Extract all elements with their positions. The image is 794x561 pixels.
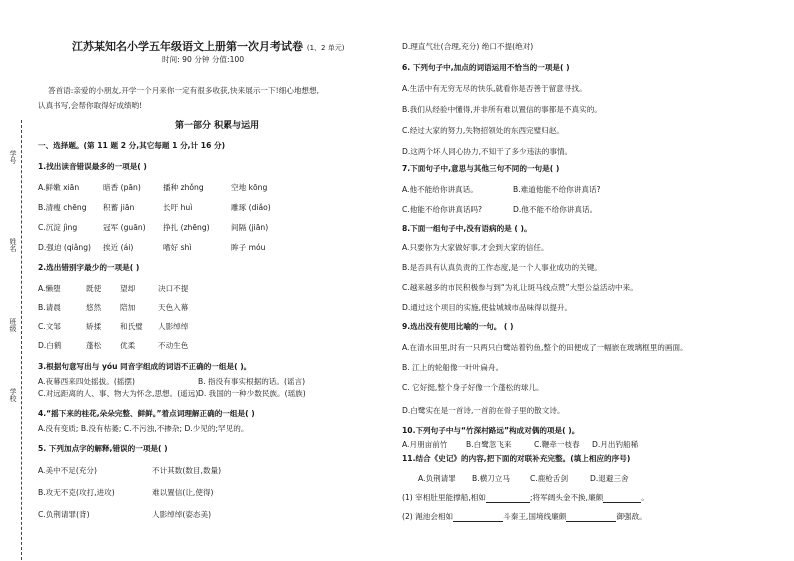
q8-stem: 8.下面一组句子中,没有语病的是 ( )。: [402, 224, 532, 233]
q7-opt-a: A.他不能给你讲真话。: [402, 185, 478, 194]
q9-stem: 9.选出没有使用比喻的一句。 ( ): [402, 322, 514, 331]
exam-title: [72, 38, 344, 54]
q6-opt-c: C.经过大家的努力,失物招领处的东西完璧归赵。: [402, 126, 565, 135]
q2-c-1: C.文邹: [38, 322, 61, 331]
q1-c-1: C.沉淀 jìng: [38, 223, 78, 232]
intro-line-1: 答首语:亲爱的小朋友,开学一个月来你一定有很多收获,快来展示一下!细心地想想,: [48, 86, 320, 95]
q11-line-1: (1) 宰相肚里能撑船,相如 ;将军阔头金不换,廉颇 。: [402, 493, 649, 502]
q11-l2-part-a: (2) 渑池会相如: [402, 512, 454, 521]
intro-line-2: 认真书写,会帮你取得好成绩哟!: [38, 101, 143, 110]
q11-blank-1[interactable]: [486, 494, 530, 503]
exam-title-text: 江苏某知名小学五年级语文上册第一次月考试卷: [72, 40, 303, 53]
q11-blank-3[interactable]: [453, 513, 503, 522]
q2-c-4: 人影绰绰: [158, 322, 189, 331]
q5-opt-c2: 人影绰绰(姿态美): [152, 510, 212, 519]
q2-d-2: 蓬松: [86, 341, 102, 350]
q6-stem: 6. 下列句子中,加点的词语运用不恰当的一项是( ): [402, 63, 570, 72]
q11-blank-4[interactable]: [566, 513, 616, 522]
section1-heading: [38, 141, 225, 151]
q3-opt-c: C.对远距离的人、事、物大为怀念,思想。(遥远): [38, 389, 199, 398]
q7-stem: 7.下面句子中,意思与其他三句不同的一句是( ): [402, 164, 560, 173]
q9-opt-b: B. 江上的轮船像一叶叶扁舟。: [402, 363, 504, 372]
q10-opt-b: B.白鹭忽飞来: [466, 440, 512, 449]
q1-d-3: 嗜好 shì: [163, 243, 192, 252]
q5-opt-b1: B.攻无不克(攻打,进攻): [38, 488, 115, 497]
binding-label-name: 姓名: [9, 238, 17, 252]
q8-opt-c: C.越来越多的市民积极参与到“为礼让斑马线点赞”大型公益活动中来。: [402, 283, 638, 292]
q8-opt-d: D.通过这个项目的实施,使盐城城市品味得以提升。: [402, 303, 573, 312]
q5-opt-a1: A.美中不足(充分): [38, 466, 97, 475]
exam-meta: 时间: 90 分钟 分值:100: [162, 55, 245, 64]
q3-opt-b: B. 指没有事实根据的话。(谣言): [198, 377, 306, 386]
q2-d-1: D.白鹤: [38, 341, 62, 350]
q1-c-3: 挣扎 (zhēng): [163, 223, 210, 232]
q1-b-1: B.清瘦 chēng: [38, 203, 87, 212]
q11-l2-part-c: 御强敌。: [616, 512, 647, 521]
q10-opt-d: D.月出钓船稀: [592, 440, 639, 449]
q9-opt-a: A.在清水田里,时有一只两只白鹭站着钓鱼,整个的田便成了一幅嵌在玻璃框里的画面。: [402, 343, 688, 352]
section1-text: 一、选择题。(第 11 题 2 分,其它每题 1 分,计 16 分): [38, 141, 226, 150]
binding-label-student-no: 学号: [9, 150, 17, 164]
q2-b-3: 陪加: [120, 303, 136, 312]
q1-c-4: 间隔 (jiān): [231, 223, 269, 232]
q5-stem: 5. 下列加点字的解释,错误的一项是( ): [38, 444, 168, 453]
q5-opt-d: D.理直气壮(合理,充分) 绝口不提(绝对): [402, 42, 534, 51]
q1-d-4: 眸子 móu: [231, 243, 266, 252]
q2-d-3: 优柔: [120, 341, 136, 350]
q11-blank-2[interactable]: [603, 494, 641, 503]
binding-label-class: 班级: [9, 318, 17, 332]
q2-c-3: 和氏璧: [120, 322, 143, 331]
q1-a-2: 暗香 (pān): [103, 183, 141, 192]
q6-opt-d: D.这两个坏人同心协力,不知干了多少违法的事情。: [402, 147, 573, 156]
q10-opt-a: A.月朋亩前竹: [402, 440, 448, 449]
q7-opt-d: D.他不能不给你讲真话。: [513, 205, 598, 214]
q5-opt-c1: C.负荆请罪(背): [38, 510, 90, 519]
q1-b-4: 雕琢 (diǎo): [231, 203, 271, 212]
q11-l2-part-b: 斗秦王,国境线廉颇: [503, 512, 567, 521]
q11-line-2: [402, 512, 647, 522]
binding-dashed-line: [21, 120, 22, 560]
q11-l1-part-a: (1) 宰相肚里能撑船,相如: [402, 493, 486, 502]
q11-opt-c: C.鹿枪舌剑: [530, 474, 569, 483]
q2-a-4: 决口不提: [158, 284, 189, 293]
q2-b-2: 悠然: [86, 303, 102, 312]
q1-a-1: A.鲜嫩 xiān: [38, 183, 80, 192]
q1-a-3: 播种 zhǒng: [163, 183, 204, 192]
part1-title: 第一部分 积累与运用: [175, 121, 260, 131]
exam-title-suffix: (1、2 单元): [306, 44, 345, 52]
q1-a-4: 空地 kōng: [231, 183, 268, 192]
q7-opt-b: B.难道他能不给你讲真话?: [513, 185, 601, 194]
q1-b-3: 长吁 huì: [163, 203, 193, 212]
q10-opt-c: C.鞭牵一枝春: [534, 440, 580, 449]
q11-stem: 11.结合《史记》的内容,把下面的对联补充完整。(填上相应的序号): [402, 454, 631, 463]
q3-stem: 3.根据句意写出与 yóu 同音字组成的词语不正确的一组是( )。: [38, 362, 252, 371]
q11-opt-a: A.负荆请罪: [418, 474, 456, 483]
q6-opt-a: A.生活中有无穷无尽的快乐,就看你是否善于留意寻找。: [402, 84, 587, 93]
q11-l1-part-b: ;将军阔头金不换,廉颇: [529, 493, 604, 502]
q11-opt-b: B.横刀立马: [472, 474, 510, 483]
q2-a-1: A.懒堕: [38, 284, 61, 293]
q5-opt-a2: 不计其数(数目,数量): [152, 466, 222, 475]
q9-opt-c: C. 它好挺,整个身子好像一个蓬松的球儿。: [402, 383, 544, 392]
q4-stem: 4.“摇下来的桂花,朵朵完整、鲜鲜。”着点词理解正确的一组是( ): [38, 409, 255, 418]
q1-d-1: D.强迫 (qiǎng): [38, 243, 92, 252]
q9-opt-d: D.白鹭实在是一首诗,一首韵在骨子里的散文诗。: [402, 406, 565, 415]
q2-b-4: 天色入幕: [158, 303, 189, 312]
q3-opt-d: D. 我国的一种少数民族。(瑶族): [198, 389, 306, 398]
q2-c-2: 矫揉: [86, 322, 102, 331]
q2-b-1: B.请晨: [38, 303, 61, 312]
q4-options: A.没有变质; B.没有枯萎; C.不污浊,不掺杂; D.少见的;罕见的。: [38, 424, 249, 433]
q2-a-2: 既使: [86, 284, 102, 293]
q8-opt-b: B.是否具有认真负责的工作态度,是一个人事业成功的关键。: [402, 263, 602, 272]
q6-opt-b: B.我们从经验中懂得,并非所有难以置信的事都是不真实的。: [402, 105, 602, 114]
q1-b-2: 积蓄 jiān: [103, 203, 135, 212]
q11-opt-d: D.退避三舍: [590, 474, 629, 483]
q8-opt-a: A.只要你为大家做好事,才会到大家的信任。: [402, 243, 549, 252]
q2-stem: 2.选出错别字最少的一项是( ): [38, 263, 140, 272]
q3-opt-a: A.夜幕西来四处摇拔。(摇摆): [38, 377, 135, 386]
q7-opt-c: C.他能不给你讲真话吗?: [402, 205, 483, 214]
q1-stem: 1.找出读音错误最多的一项是( ): [38, 162, 147, 171]
q2-d-4: 不动生色: [158, 341, 189, 350]
q2-a-3: 望却: [120, 284, 136, 293]
binding-label-school: 学校: [9, 388, 17, 402]
q1-d-2: 挨近 (ái): [103, 243, 134, 252]
q1-c-2: 冠军 (guān): [103, 223, 146, 232]
q10-stem: 10.下列句子中与“竹深村路远”构成对偶的项是( )。: [402, 426, 580, 435]
q5-opt-b2: 难以置信(让,使得): [152, 488, 214, 497]
